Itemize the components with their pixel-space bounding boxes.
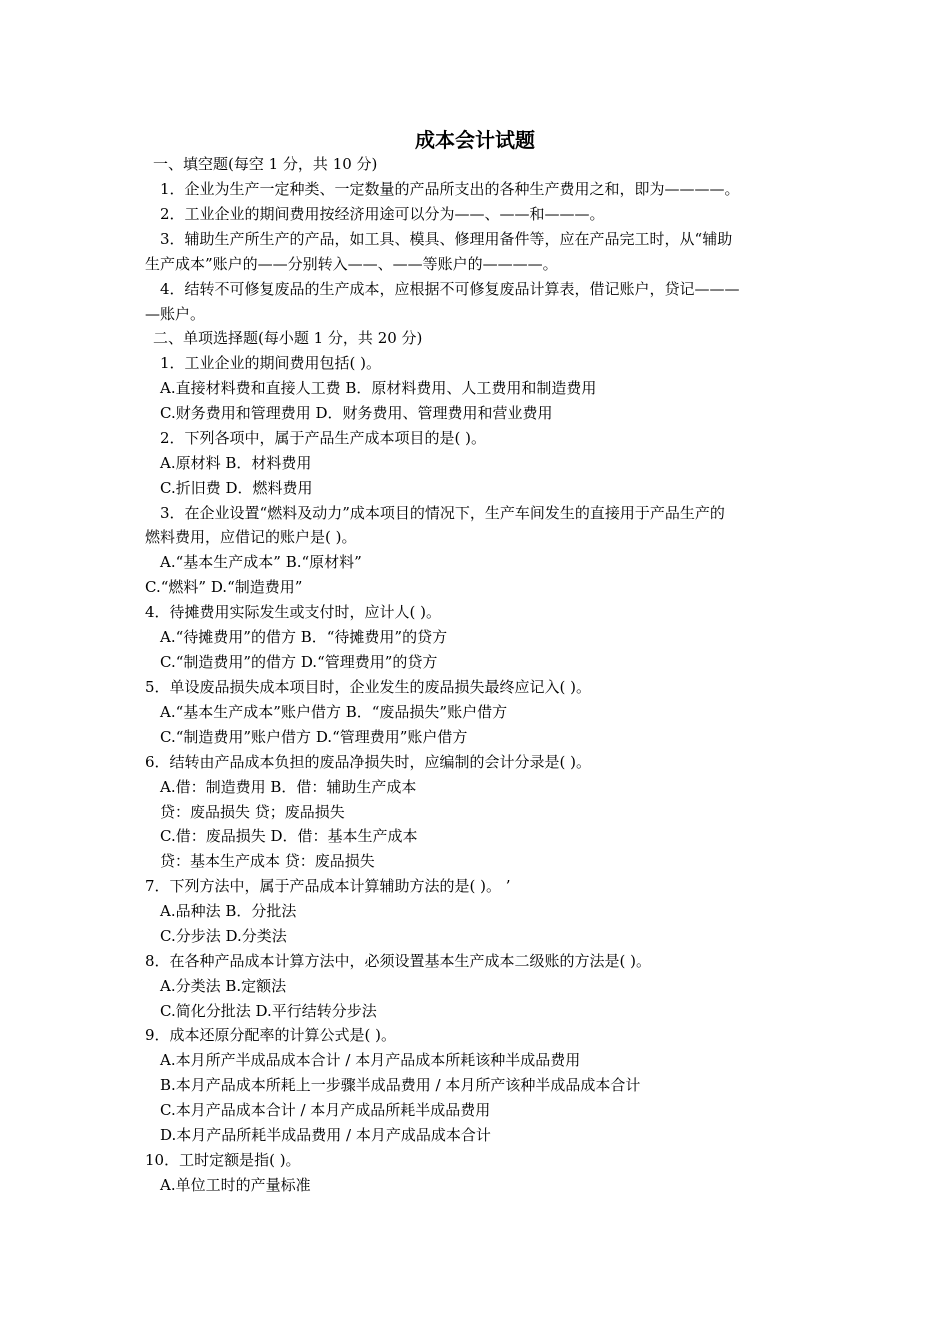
option-line: A.分类法 B.定额法 bbox=[160, 977, 287, 995]
option-line: A.原材料 B．材料费用 bbox=[160, 454, 312, 472]
option-line: A.直接材料费和直接人工费 B．原材料费用、人工费用和制造费用 bbox=[160, 379, 597, 397]
option-line: D.本月产品所耗半成品费用 / 本月产成品成本合计 bbox=[160, 1126, 491, 1144]
question-text-continued: 生产成本”账户的——分别转入——、——等账户的————。 bbox=[145, 255, 558, 273]
option-line: A.品种法 B．分批法 bbox=[160, 902, 297, 920]
question-text: 4．待摊费用实际发生或支付时，应计人( )。 bbox=[145, 603, 442, 621]
question-text: 6．结转由产品成本负担的废品净损失时，应编制的会计分录是( )。 bbox=[145, 753, 592, 771]
option-line: C.财务费用和管理费用 D．财务费用、管理费用和营业费用 bbox=[160, 404, 553, 422]
question-text: 3．在企业设置“燃料及动力”成本项目的情况下，生产车间发生的直接用于产品生产的 bbox=[160, 504, 725, 522]
option-line: B.本月产品成本所耗上一步骤半成品费用 / 本月所产该种半成品成本合计 bbox=[160, 1076, 641, 1094]
option-line: C.分步法 D.分类法 bbox=[160, 927, 287, 945]
option-line: A.“基本生产成本”账户借方 B．“废品损失”账户借方 bbox=[160, 703, 508, 721]
question-text: 8．在各种产品成本计算方法中，必须设置基本生产成本二级账的方法是( )。 bbox=[145, 952, 652, 970]
question-text: 9．成本还原分配率的计算公式是( )。 bbox=[145, 1026, 397, 1044]
section-heading-single-choice: 二、单项选择题(每小题 1 分，共 20 分) bbox=[153, 329, 423, 347]
question-text: 10．工时定额是指( )。 bbox=[145, 1151, 301, 1169]
question-text: 1．企业为生产一定种类、一定数量的产品所支出的各种生产费用之和，即为————。 bbox=[160, 180, 740, 198]
option-line: C.简化分批法 D.平行结转分步法 bbox=[160, 1002, 377, 1020]
option-line: C.本月产品成本合计 / 本月产成品所耗半成品费用 bbox=[160, 1101, 491, 1119]
option-line: A.单位工时的产量标准 bbox=[160, 1176, 311, 1194]
question-text: 3．辅助生产所生产的产品，如工具、模具、修理用备件等，应在产品完工时，从“辅助 bbox=[160, 230, 733, 248]
option-line: 贷：废品损失 贷；废品损失 bbox=[160, 803, 345, 821]
question-text: 5．单设废品损失成本项目时，企业发生的废品损失最终应记入( )。 bbox=[145, 678, 592, 696]
option-line: C.折旧费 D．燃料费用 bbox=[160, 479, 313, 497]
section-heading-fill-blank: 一、填空题(每空 1 分，共 10 分) bbox=[153, 155, 378, 173]
question-text-continued: —账户。 bbox=[145, 305, 206, 323]
option-line: C.“制造费用”账户借方 D.“管理费用”账户借方 bbox=[160, 728, 468, 746]
option-line: C.“燃料” D.“制造费用” bbox=[145, 578, 303, 596]
question-text: 2．下列各项中，属于产品生产成本项目的是( )。 bbox=[160, 429, 487, 447]
option-line: A.借：制造费用 B．借：辅助生产成本 bbox=[160, 778, 417, 796]
option-line: C.“制造费用”的借方 D.“管理费用”的贷方 bbox=[160, 653, 438, 671]
question-text-continued: 燃料费用，应借记的账户是( )。 bbox=[145, 528, 357, 546]
question-text: 1．工业企业的期间费用包括( )。 bbox=[160, 354, 382, 372]
option-line: A.“基本生产成本” B.“原材料” bbox=[160, 553, 362, 571]
question-text: 7．下列方法中，属于产品成本计算辅助方法的是( )。 ’ bbox=[145, 877, 511, 895]
option-line: 贷：基本生产成本 贷：废品损失 bbox=[160, 852, 375, 870]
question-text: 4．结转不可修复废品的生产成本，应根据不可修复废品计算表，借记账户，贷记——— bbox=[160, 280, 740, 298]
option-line: A.“待摊费用”的借方 B．“待摊费用”的贷方 bbox=[160, 628, 448, 646]
option-line: A.本月所产半成品成本合计 / 本月产品成本所耗该种半成品费用 bbox=[160, 1051, 581, 1069]
option-line: C.借：废品损失 D．借：基本生产成本 bbox=[160, 827, 418, 845]
page-title: 成本会计试题 bbox=[415, 128, 535, 152]
question-text: 2．工业企业的期间费用按经济用途可以分为——、——和———。 bbox=[160, 205, 605, 223]
